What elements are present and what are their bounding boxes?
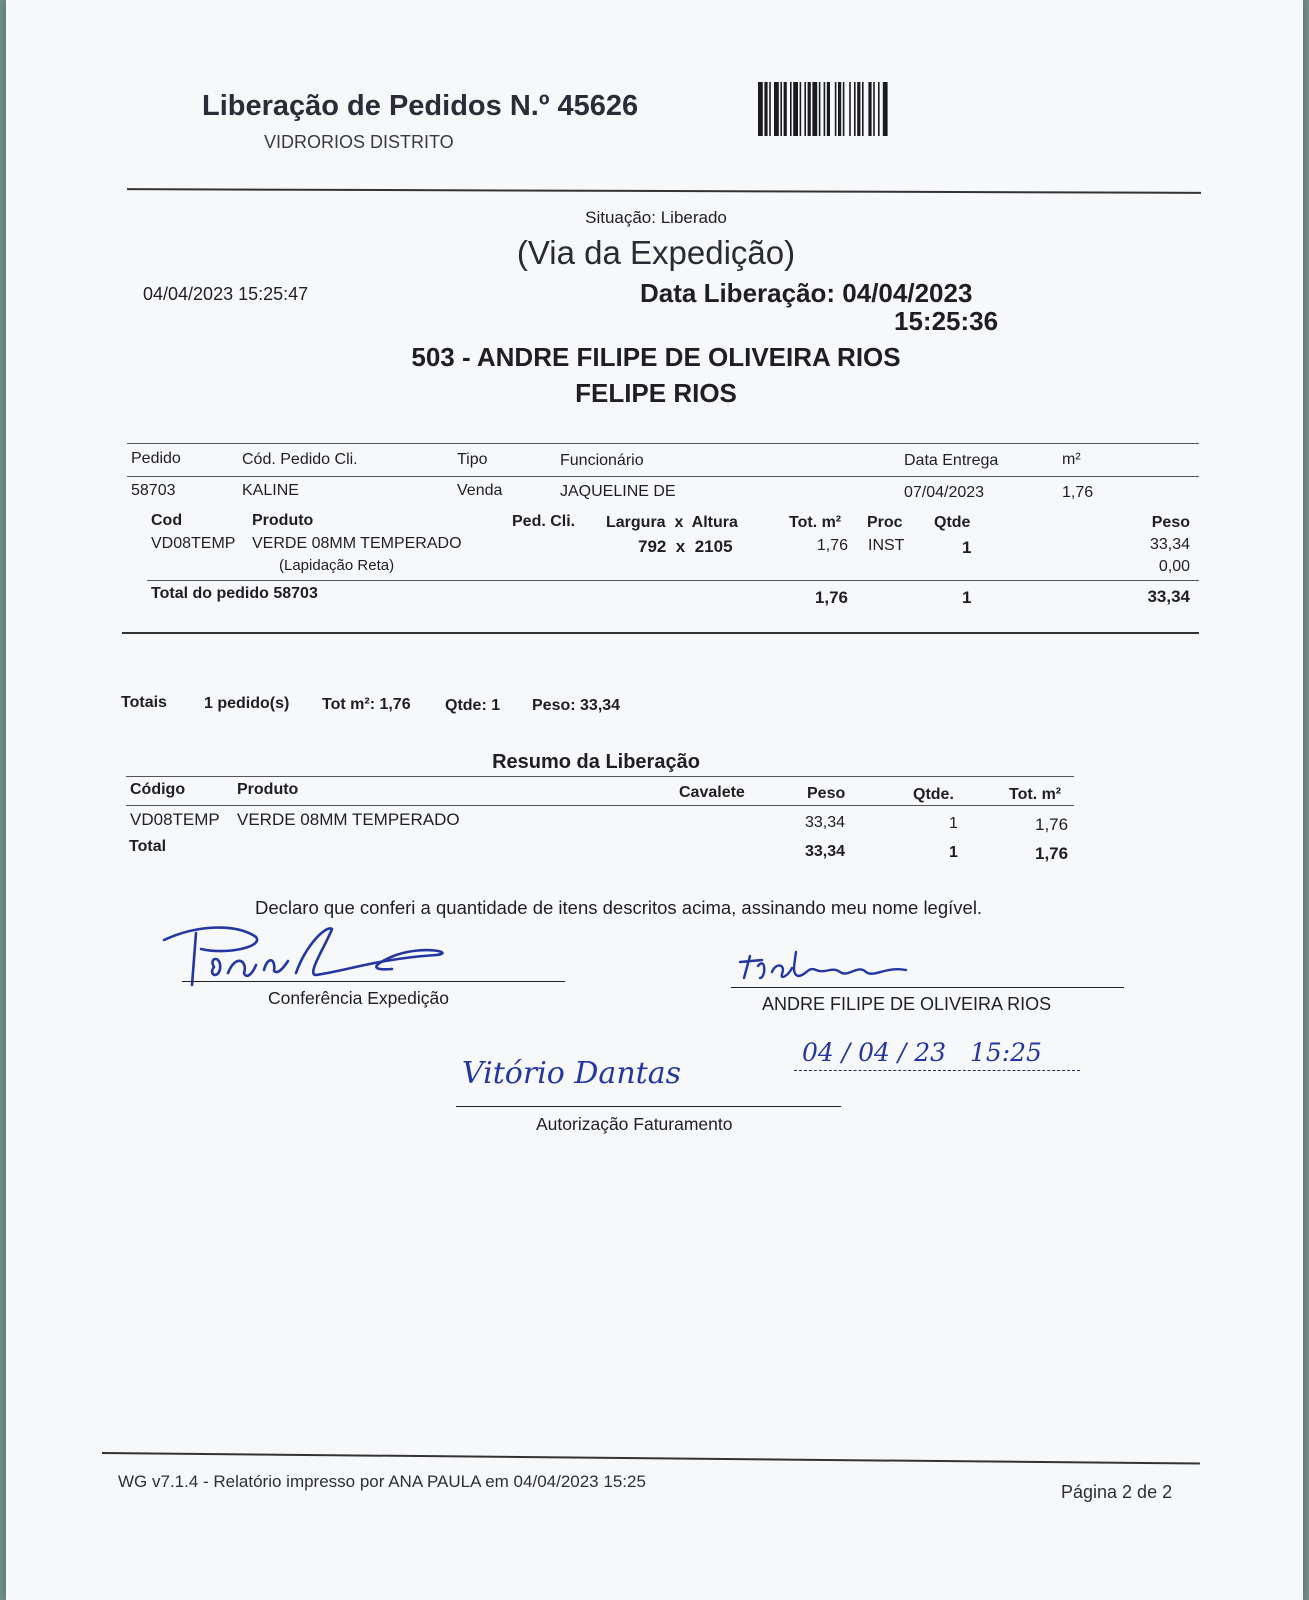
footer-divider xyxy=(102,1452,1200,1465)
release-time: 15:25:36 xyxy=(894,306,999,336)
item-tot-m2: 1,76 xyxy=(816,537,848,554)
resumo-title: Resumo da Liberação xyxy=(492,751,700,773)
via-label: (Via da Expedição) xyxy=(516,234,796,271)
order-table-top-line xyxy=(127,443,1199,444)
header-divider xyxy=(127,188,1201,194)
item-header-proc: Proc xyxy=(867,514,903,531)
order-total-label: Total do pedido 58703 xyxy=(151,585,318,602)
resumo-row-peso: 33,34 xyxy=(805,814,846,831)
resumo-row-tot-m2: 1,76 xyxy=(1035,815,1069,834)
resumo-header-cavalete: Cavalete xyxy=(679,784,745,801)
resumo-row-produto: VERDE 08MM TEMPERADO xyxy=(237,810,460,829)
totais-qtde: Qtde: 1 xyxy=(445,697,501,714)
totais-peso: Peso: 33,34 xyxy=(532,697,621,714)
resumo-row-qtde: 1 xyxy=(949,815,958,832)
resumo-total-label: Total xyxy=(129,838,167,855)
resumo-header-line xyxy=(126,805,1074,806)
signature-line-cliente xyxy=(731,987,1124,988)
company-name: VIDRORIOS DISTRITO xyxy=(264,132,454,152)
order-total-tot-m2: 1,76 xyxy=(814,588,848,607)
resumo-total-qtde: 1 xyxy=(949,844,958,861)
release-date: Data Liberação: 04/04/2023 xyxy=(640,278,973,308)
item-proc: INST xyxy=(868,537,905,554)
col-header-pedido: Pedido xyxy=(131,450,181,467)
totais-label: Totais xyxy=(121,694,167,711)
item-qtde: 1 xyxy=(962,538,972,557)
order-pedido: 58703 xyxy=(131,482,176,499)
item-produto: VERDE 08MM TEMPERADO xyxy=(252,535,462,552)
print-datetime: 04/04/2023 15:25:47 xyxy=(143,284,309,304)
item-header-largura-altura: Largura x Altura xyxy=(606,514,738,531)
signature-line-conferencia xyxy=(182,981,565,982)
order-table-header-line xyxy=(127,476,1199,477)
item-largura-altura: 792 x 2105 xyxy=(638,537,733,556)
resumo-total-tot-m2: 1,76 xyxy=(1035,844,1069,863)
resumo-header-tot-m2: Tot. m² xyxy=(1009,786,1062,803)
totais-pedidos: 1 pedido(s) xyxy=(204,695,290,712)
signature-label-autorizacao: Autorização Faturamento xyxy=(536,1114,733,1134)
item-header-peso: Peso xyxy=(1151,514,1190,531)
col-header-tipo: Tipo xyxy=(457,451,488,468)
signature-cliente-handwriting xyxy=(736,942,916,997)
item-sub-peso: 0,00 xyxy=(1158,558,1190,575)
resumo-header-codigo: Código xyxy=(130,781,186,798)
order-table-bottom-line xyxy=(122,632,1199,634)
signature-label-cliente: ANDRE FILIPE DE OLIVEIRA RIOS xyxy=(762,994,1052,1014)
footer-page-number: Página 2 de 2 xyxy=(1061,1482,1173,1502)
signature-line-autorizacao xyxy=(456,1106,841,1107)
handwritten-date: 04 / 04 / 23 15:25 xyxy=(802,1038,1042,1067)
totais-tot-m2: Tot m²: 1,76 xyxy=(322,696,411,713)
footer-printed-by: WG v7.1.4 - Relatório impresso por ANA PAULA em 04/04/2023 15:25 xyxy=(118,1472,646,1491)
barcode-image xyxy=(758,82,950,136)
item-header-qtde: Qtde xyxy=(934,514,971,531)
document-page xyxy=(6,0,1303,1600)
resumo-header-produto: Produto xyxy=(237,781,299,798)
order-total-qtde: 1 xyxy=(962,588,972,607)
order-m2: 1,76 xyxy=(1062,484,1094,501)
item-header-tot-m2: Tot. m² xyxy=(789,514,842,531)
signature-autorizacao-handwriting: Vitório Dantas xyxy=(462,1056,681,1091)
col-header-funcionario: Funcionário xyxy=(560,452,644,469)
order-funcionario: JAQUELINE DE xyxy=(560,483,676,500)
signature-label-conferencia: Conferência Expedição xyxy=(268,988,449,1008)
item-header-cod: Cod xyxy=(151,512,183,529)
resumo-header-peso: Peso xyxy=(807,785,846,802)
item-peso: 33,34 xyxy=(1149,536,1190,553)
item-header-ped-cli: Ped. Cli. xyxy=(512,513,576,530)
order-total-peso: 33,34 xyxy=(1147,587,1190,606)
order-tipo: Venda xyxy=(457,482,503,499)
item-sub-process: (Lapidação Reta) xyxy=(279,557,395,574)
resumo-top-line xyxy=(126,776,1074,777)
order-cod-pedido-cli: KALINE xyxy=(242,482,299,499)
declaration-text: Declaro que conferi a quantidade de itens descritos acima, assinando meu nome legível. xyxy=(255,897,983,918)
document-title: Liberação de Pedidos N.º 45626 xyxy=(202,90,639,122)
item-header-produto: Produto xyxy=(252,512,314,529)
handwritten-date-line xyxy=(794,1070,1080,1071)
order-data-entrega: 07/04/2023 xyxy=(904,484,985,501)
resumo-row-codigo: VD08TEMP xyxy=(130,810,220,829)
resumo-header-qtde: Qtde. xyxy=(913,786,954,803)
client-name: 503 - ANDRE FILIPE DE OLIVEIRA RIOS xyxy=(411,342,901,372)
item-total-line xyxy=(147,580,1199,581)
resumo-total-peso: 33,34 xyxy=(805,843,846,860)
item-cod: VD08TEMP xyxy=(151,535,236,552)
col-header-data-entrega: Data Entrega xyxy=(904,452,999,469)
col-header-m2: m² xyxy=(1062,451,1081,468)
status-text: Situação: Liberado xyxy=(585,208,727,227)
client-nickname: FELIPE RIOS xyxy=(575,378,737,408)
col-header-cod-pedido-cli: Cód. Pedido Cli. xyxy=(242,451,358,468)
